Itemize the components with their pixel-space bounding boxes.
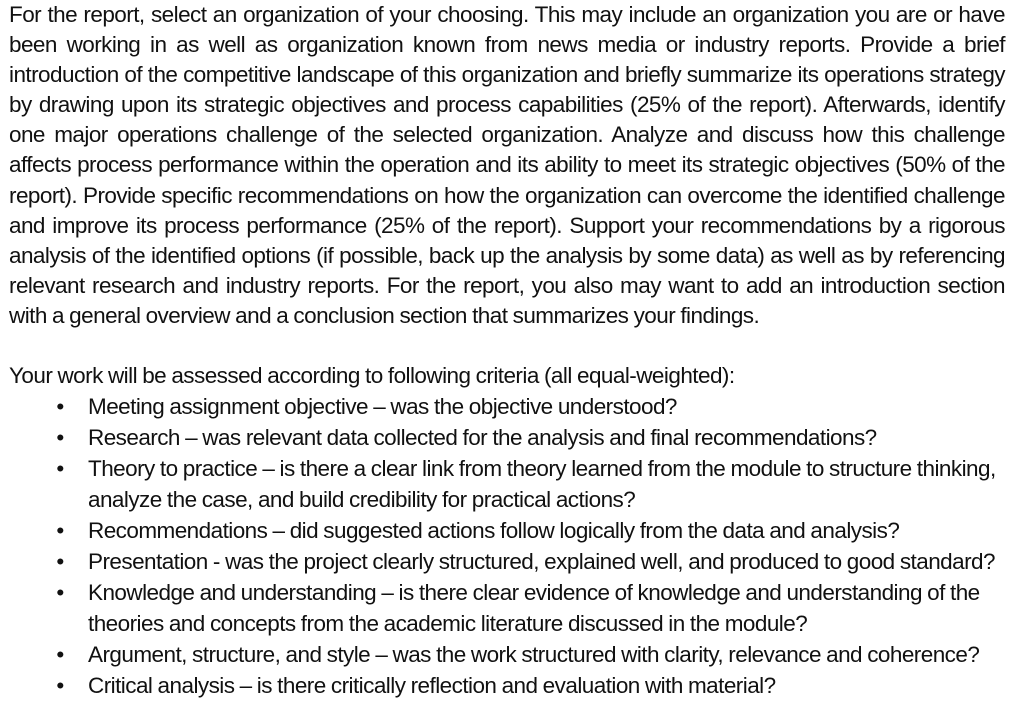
assignment-document (9, 0, 1005, 701)
criteria-item-text: Recommendations – did suggested actions follow logically from the data and analysis? (88, 518, 900, 544)
criteria-item (9, 422, 1005, 453)
criteria-item-text: Theory to practice – is there a clear link from theory learned from the module to structure thinking, analyze the case, and build credibility for practical actions? (88, 456, 996, 513)
criteria-item-text: Meeting assignment objective – was the objective understood? (88, 394, 677, 420)
bullet-icon: • (56, 425, 64, 451)
bullet-icon: • (56, 642, 64, 668)
bullet-icon: • (56, 580, 64, 606)
criteria-item-text: Argument, structure, and style – was the work structured with clarity, relevance and coherence? (88, 642, 980, 668)
criteria-item-text: Critical analysis – is there critically reflection and evaluation with material? (88, 673, 776, 699)
criteria-item (9, 391, 1005, 422)
bullet-icon: • (56, 394, 64, 420)
assignment-paragraph: For the report, select an organization of your choosing. This may include an organization you are or have been working in as well as organization known from news media or industry reports. Provide a brief introduction of the competitive landscape of this organization and briefly summarize its operations strategy by drawing upon its strategic objectives and process capabilities (25% of the report). Afterwards, identify one major operations challenge of the selected organization. Analyze and discuss how this challenge affects process performance within the operation and its ability to meet its strategic objectives (50% of the report). Provide specific recommendations on how the organization can overcome the identified challenge and improve its process performance (25% of the report). Support your recommendations by a rigorous analysis of the identified options (if possible, back up the analysis by some data) as well as by referencing relevant research and industry reports. For the report, you also may want to add an introduction section with a general overview and a conclusion section that summarizes your findings. (9, 2, 1005, 328)
criteria-item-text: Presentation - was the project clearly structured, explained well, and produced to good standard? (88, 549, 995, 575)
criteria-item-text: Knowledge and understanding – is there clear evidence of knowledge and understanding of the theories and concepts from the academic literature discussed in the module? (88, 580, 980, 637)
bullet-icon: • (56, 549, 64, 575)
criteria-item (9, 515, 1005, 546)
bullet-icon: • (56, 673, 64, 699)
criteria-list (9, 391, 1005, 701)
criteria-intro: Your work will be assessed according to following criteria (all equal-weighted): (9, 363, 735, 389)
criteria-item (9, 546, 1005, 577)
criteria-item (9, 453, 1005, 515)
paragraph-spacer (9, 331, 1005, 361)
criteria-item (9, 670, 1005, 701)
criteria-item (9, 577, 1005, 639)
bullet-icon: • (56, 456, 64, 482)
bullet-icon: • (56, 518, 64, 544)
criteria-item-text: Research – was relevant data collected for the analysis and final recommendations? (88, 425, 877, 451)
criteria-item (9, 639, 1005, 670)
